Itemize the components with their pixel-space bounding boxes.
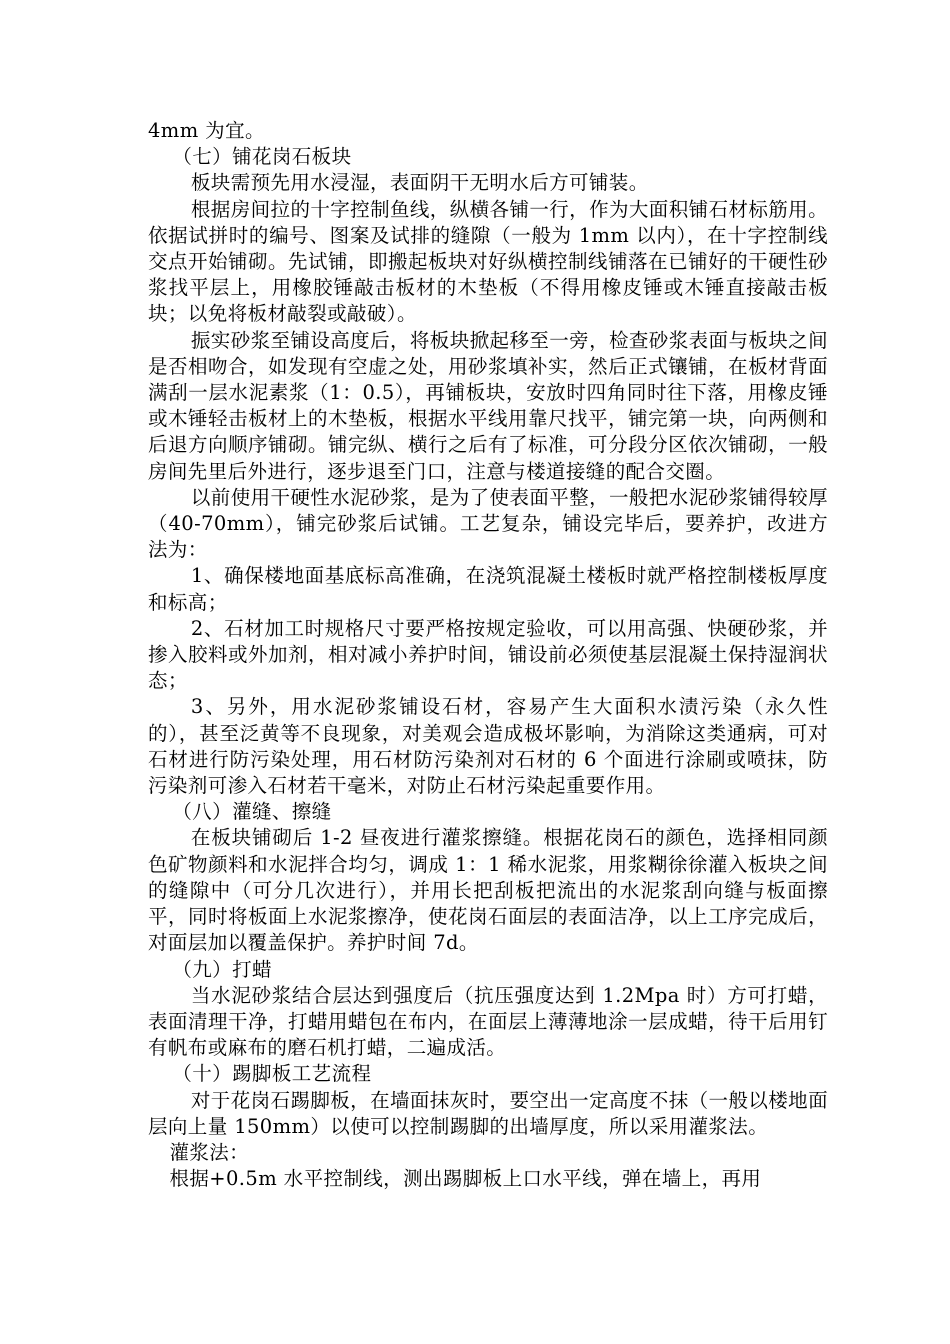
- subheading-grouting-method: 灌浆法：: [169, 1140, 250, 1164]
- paragraph-waxing: 当水泥砂浆结合层达到强度后（抗压强度达到 1.2Mpa 时）方可打蜡，表面清理干净，打蜡用蜡包在布内，在面层上薄薄地涂一层成蜡，待干后用钉有帆布或麻布的磨石机打蜡，二遍成活。: [148, 983, 828, 1060]
- section-heading-7: （七）铺花岗石板块: [172, 145, 352, 169]
- list-item-2: 2、石材加工时规格尺寸要严格按规定验收，可以用高强、快硬砂浆，并掺入胶料或外加剂，相对减小养护时间，铺设前必须使基层混凝土保持湿润状态；: [148, 616, 828, 693]
- paragraph-continuation: 4mm 为宜。: [148, 119, 265, 142]
- paragraph-improvement-intro: 以前使用干硬性水泥砂浆，是为了使表面平整，一般把水泥砂浆铺得较厚（40-70mm），铺完砂浆后试铺。工艺复杂，铺设完毕后，要养护，改进方法为：: [148, 485, 828, 562]
- paragraph-grouting-method: 根据+0.5m 水平控制线，测出踢脚板上口水平线，弹在墙上，再用: [169, 1167, 762, 1191]
- paragraph-formal-laying: 振实砂浆至铺设高度后，将板块掀起移至一旁，检查砂浆表面与板块之间是否相吻合，如发现有空虚之处，用砂浆填补实，然后正式镶铺，在板材背面满刮一层水泥素浆（1：0.5），再铺板块，安放时四角同时往下落，用橡皮锤或木锤轻击板材上的木垫板，根据水平线用靠尺找平，铺完第一块，向两侧和后退方向顺序铺砌。铺完纵、横行之后有了标准，可分段分区依次铺砌，一般房间先里后外进行，逐步退至门口，注意与楼道接缝的配合交圈。: [148, 328, 828, 483]
- section-heading-9: （九）打蜡: [172, 957, 272, 981]
- list-item-1: 1、确保楼地面基底标高准确，在浇筑混凝土楼板时就严格控制楼板厚度和标高；: [148, 564, 828, 614]
- paragraph-trial-laying: 根据房间拉的十字控制鱼线，纵横各铺一行，作为大面积铺石材标筋用。依据试拼时的编号、图案及试排的缝隙（一般为 1mm 以内），在十字控制线交点开始铺砌。先试铺，即搬起板块对好纵横控制线铺落在已铺好的干硬性砂浆找平层上，用橡胶锤敲击板材的木垫板（不得用橡皮锤或木锤直接敲击板块；以免将板材敲裂或敲破）。: [148, 197, 828, 326]
- paragraph-grouting: 在板块铺砌后 1-2 昼夜进行灌浆擦缝。根据花岗石的颜色，选择相同颜色矿物颜料和水泥拌合均匀，调成 1：1 稀水泥浆，用浆糊徐徐灌入板块之间的缝隙中（可分几次进行），并用长把刮板把流出的水泥浆刮向缝与板面擦平，同时将板面上水泥浆擦净，使花岗石面层的表面洁净，以上工序完成后，对面层加以覆盖保护。养护时间 7d。: [148, 826, 828, 955]
- list-item-3: 3、另外，用水泥砂浆铺设石材，容易产生大面积水渍污染（永久性的），甚至泛黄等不良现象，对美观会造成极坏影响，为消除这类通病，可对石材进行防污染处理，用石材防污染剂对石材的 6 个面进行涂刷或喷抹，防污染剂可渗入石材若干毫米，对防止石材污染起重要作用。: [148, 695, 828, 798]
- paragraph-skirting: 对于花岗石踢脚板，在墙面抹灰时，要空出一定高度不抹（一般以楼地面层向上量 150mm）以使可以控制踢脚的出墙厚度，所以采用灌浆法。: [148, 1088, 828, 1138]
- section-heading-8: （八）灌缝、擦缝: [172, 800, 332, 824]
- section-heading-10: （十）踢脚板工艺流程: [172, 1062, 372, 1086]
- document-body: [148, 118, 828, 1192]
- paragraph-soak-slabs: 板块需预先用水浸湿，表面阴干无明水后方可铺装。: [190, 171, 649, 195]
